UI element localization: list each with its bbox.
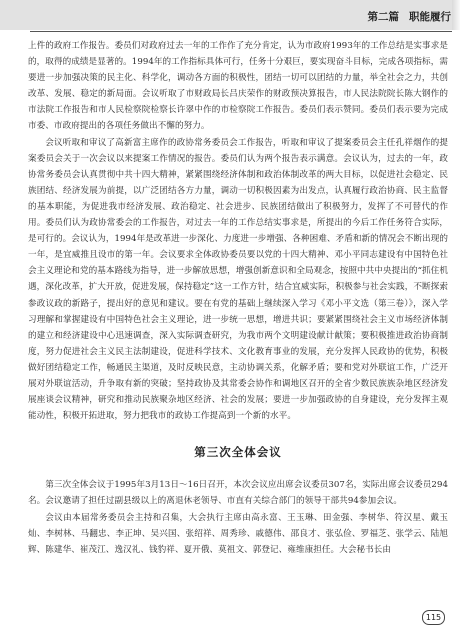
page-number: 115 <box>422 610 445 625</box>
paragraph-meeting-chairs: 会议由本届常务委员会主持和召集，大会执行主席由高永富、王玉琳、田金强、李树华、符汉星、戴玉灿、李树林、马翻忠、李正坤、吴兴国、张绍祥、周秀珍、戚德伟、邵良才、张弘俭、罗福芝、张学云、陆旭辉、陈建华、崔茂江、逸汉礼、钱豹祥、夏开俄、莫祖文、郭登记、雍维康担任。大会秘书长由 <box>28 512 448 555</box>
header-part: 第二篇 <box>367 11 399 23</box>
paragraph-cppcc-report: 会议听取和审议了高新富主席作的政协常务委员会工作报告，听取和审议了提案委员会主任孔祥烟作的提案委员会关于一次会议以来提案工作情况的报告。委员们认为两个报告表示满意。会议认为，过去的一年，政协常务委员会认真贯彻中共十四大精神，紧紧围绕经济体制和政治体制改革的两大目标，以促进社会稳定、民族团结、经济发展为前提，以广泛团结各方力量，调动一切积极因素为出发点，认真履行政治协商、民主监督的基本职能，为促进我市经济发展、政治稳定、社会进步、民族团结做出了积极努力，发挥了不可替代的作用。委员们认为政协常委会的工作报告，对过去一年的工作总结实事求是，所提出的今后工作任务符合实际，是可行的。会议认为，1994年是改革进一步深化、力度进一步增强、各种困难、矛盾和新的情况会不断出现的一年，是宜威推且设市的第一年。会议要求全体政协委员要以党的十四大精神、邓小平同志建设有中国特色社会主义理论和党的基本路线为指导，进一步解放思想，增强创新意识和全局观念，按照中共中央提出的“抓住机遇，深化改革，扩大开放，促进发展，保持稳定”这一工作方针，结合宜威实际，积极参与社会实践，不断探索参政议政的新路子，提出好的意见和建议。要在有党的基础上继续深入学习《邓小平文选（第三卷）》，深入学习理解和掌握建设有中国特色社会主义理论，进一步统一思想，增进共识；要紧紧围绕社会主义市场经济体制的建立和经济建设中心迅速调查，深入实际调查研究，为我市两个文明建设献计献策；要积极推进政治协商制度，努力促进社会主义民主法制建设，促进科学技术、文化教育事业的发展，充分发挥人民政协的优势，积极做好团结稳定工作，畅通民主渠道，及时反映民意，主动协调关系，化解矛盾；要和党对外联谊工作，广泛开展对外联谊活动，升争取有新的突破；坚持政协及其常委会协作和调地区召开的全省少数民族族杂地区经济发展座谈会议精神，研究和推动民族聚杂地区经济、社会的发展；要进一步加强政协的自身建设，充分发挥主观能动性，积极开拓进取，努力把我市的政协工作提高到一个新的水平。 <box>28 137 448 422</box>
paragraph-continued: 上件的政府工作报告。委员们对政府过去一年的工作作了充分肯定，认为市政府1993年的工作总结是实事求是的，取得的成绩是显著的。1994年的工作指标具体可行，任务十分艰巨，要实现奋斗目标，完成各项指标，需要进一步加强决策的民主化、科学化，调动各方面的积极性，团结一切可以团结的力量，举全社会之力，共创改革、发展、稳定的新局面。会议听取了市财政局长吕庆荣作的财政预决算报告，市人民法院院长陈大钢作的市法院工作报告和市人民检察院检察长许翠中作的市检察院工作报告。委员们表示赞同。委员们表示要为完成市委、市政府提出的各项任务做出不懈的努力。 <box>28 41 448 132</box>
running-header <box>0 0 475 38</box>
header-text <box>368 9 452 24</box>
header-rule <box>30 31 452 32</box>
header-title: 职能履行 <box>409 11 451 23</box>
page-body <box>28 38 448 558</box>
section-title: 第三次全体会议 <box>194 445 282 460</box>
header-band-edge <box>452 0 460 30</box>
paragraph-meeting-attendance: 第三次全体会议于1995年3月13日～16日召开，本次会议应出席会议委员307名，实际出席会议委员294名。会议邀请了担任过副县级以上的离退休老领导、市直有关综合部门的领导干部共94参加会议。 <box>28 480 448 507</box>
